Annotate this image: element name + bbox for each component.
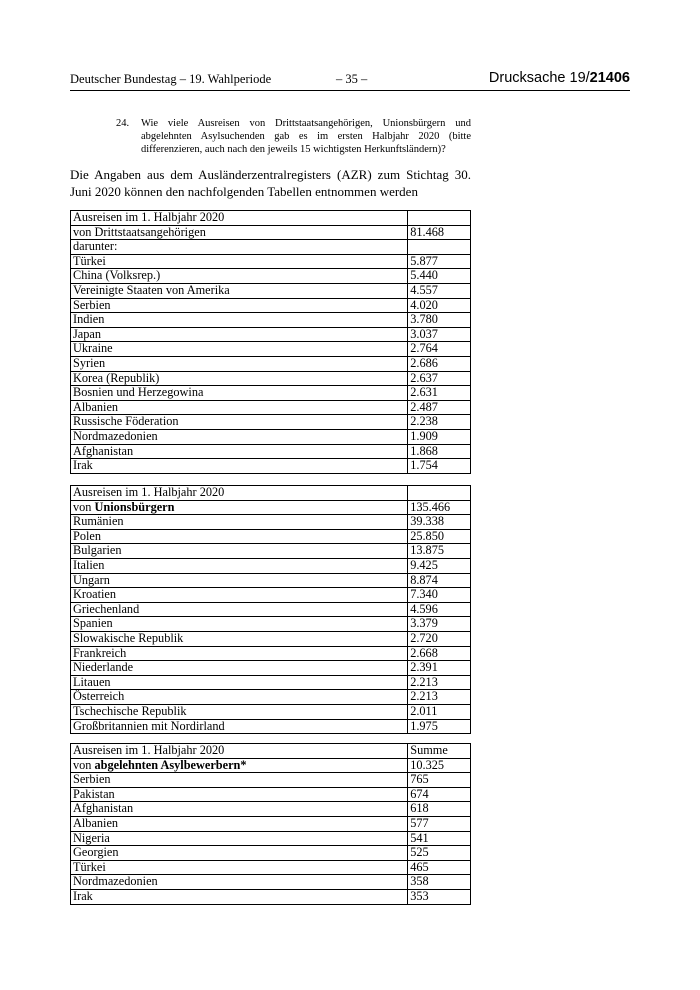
country-name: Italien <box>71 558 408 573</box>
departures-count: 577 <box>408 816 471 831</box>
departures-count: 25.850 <box>408 529 471 544</box>
table-row <box>71 356 471 371</box>
departures-count: 465 <box>408 860 471 875</box>
departures-count: 5.877 <box>408 254 471 269</box>
table-row <box>71 544 471 559</box>
page-number: – 35 – <box>336 72 368 86</box>
table-row <box>71 617 471 632</box>
total-label-emphasis: Unionsbürgern <box>94 499 175 514</box>
country-name: Österreich <box>71 690 408 705</box>
parliament-label: Deutscher Bundestag – 19. Wahlperiode <box>70 72 272 86</box>
country-name: Rumänien <box>71 515 408 530</box>
departures-count: 2.686 <box>408 356 471 371</box>
table-row <box>71 283 471 298</box>
country-name: Polen <box>71 529 408 544</box>
table-row <box>71 773 471 788</box>
header-value <box>408 211 471 226</box>
country-name: Albanien <box>71 816 408 831</box>
answer-intro: Die Angaben aus dem Ausländerzentralregisters (AZR) zum Stichtag 30. Juni 2020 können den nachfolgenden Tabellen entnommen werden <box>70 167 471 199</box>
departures-count: 7.340 <box>408 588 471 603</box>
country-name: Frankreich <box>71 646 408 661</box>
table-abgelehnte-asylbewerber <box>70 743 471 905</box>
country-name: Korea (Republik) <box>71 371 408 386</box>
total-prefix: von <box>73 757 95 772</box>
table-row <box>71 515 471 530</box>
departures-count: 13.875 <box>408 544 471 559</box>
country-name: Irak <box>71 459 408 474</box>
table-row <box>71 588 471 603</box>
country-name: Pakistan <box>71 787 408 802</box>
table-row <box>71 313 471 328</box>
table-row <box>71 298 471 313</box>
departures-count: 2.213 <box>408 690 471 705</box>
country-name: Indien <box>71 313 408 328</box>
country-name: Niederlande <box>71 661 408 676</box>
departures-count: 2.764 <box>408 342 471 357</box>
header-label: Ausreisen im 1. Halbjahr 2020 <box>71 744 408 759</box>
departures-count: 2.668 <box>408 646 471 661</box>
table-row <box>71 459 471 474</box>
country-name: China (Volksrep.) <box>71 269 408 284</box>
table-row <box>71 860 471 875</box>
departures-count: 4.596 <box>408 602 471 617</box>
country-name: Vereinigte Staaten von Amerika <box>71 283 408 298</box>
total-row <box>71 225 471 240</box>
country-name: Japan <box>71 327 408 342</box>
country-name: Spanien <box>71 617 408 632</box>
departures-count: 674 <box>408 787 471 802</box>
table-row <box>71 719 471 734</box>
country-name: Serbien <box>71 298 408 313</box>
document-number-prefix: Drucksache 19/ <box>488 70 590 86</box>
page-header <box>70 72 630 91</box>
country-name: Georgien <box>71 846 408 861</box>
departures-count: 2.011 <box>408 704 471 719</box>
country-name: Kroatien <box>71 588 408 603</box>
table-row <box>71 675 471 690</box>
country-name: Türkei <box>71 860 408 875</box>
document-number-value: 21406 <box>589 70 630 86</box>
subheading-value <box>408 240 471 255</box>
country-name: Türkei <box>71 254 408 269</box>
country-name: Ukraine <box>71 342 408 357</box>
departures-count: 2.631 <box>408 386 471 401</box>
table-row <box>71 646 471 661</box>
country-name: Afghanistan <box>71 444 408 459</box>
total-label <box>71 225 408 240</box>
header-value: Summe <box>408 744 471 759</box>
country-name: Großbritannien mit Nordirland <box>71 719 408 734</box>
total-value: 10.325 <box>408 758 471 773</box>
departures-count: 8.874 <box>408 573 471 588</box>
table-row <box>71 875 471 890</box>
table-row <box>71 690 471 705</box>
departures-count: 541 <box>408 831 471 846</box>
table-row <box>71 831 471 846</box>
table-header-row <box>71 486 471 501</box>
departures-count: 3.379 <box>408 617 471 632</box>
question-number: 24. <box>116 118 130 129</box>
table-row <box>71 415 471 430</box>
table-row <box>71 444 471 459</box>
table-row <box>71 327 471 342</box>
header-value <box>408 486 471 501</box>
country-name: Serbien <box>71 773 408 788</box>
country-name: Ungarn <box>71 573 408 588</box>
country-name: Irak <box>71 889 408 904</box>
header-label: Ausreisen im 1. Halbjahr 2020 <box>71 211 408 226</box>
total-value: 81.468 <box>408 225 471 240</box>
departures-count: 4.557 <box>408 283 471 298</box>
departures-count: 765 <box>408 773 471 788</box>
table-row <box>71 371 471 386</box>
total-label-emphasis: abgelehnten Asylbewerbern* <box>94 757 247 772</box>
departures-count: 4.020 <box>408 298 471 313</box>
departures-count: 1.975 <box>408 719 471 734</box>
total-prefix: von <box>73 224 95 239</box>
country-name: Slowakische Republik <box>71 631 408 646</box>
country-name: Litauen <box>71 675 408 690</box>
country-name: Nigeria <box>71 831 408 846</box>
table-row <box>71 254 471 269</box>
subheading-row <box>71 240 471 255</box>
country-name: Afghanistan <box>71 802 408 817</box>
document-number <box>489 70 630 86</box>
header-label: Ausreisen im 1. Halbjahr 2020 <box>71 486 408 501</box>
departures-count: 3.037 <box>408 327 471 342</box>
departures-count: 2.391 <box>408 661 471 676</box>
departures-count: 618 <box>408 802 471 817</box>
departures-count: 525 <box>408 846 471 861</box>
table-row <box>71 661 471 676</box>
country-name: Bosnien und Herzegowina <box>71 386 408 401</box>
country-name: Albanien <box>71 400 408 415</box>
country-name: Russische Föderation <box>71 415 408 430</box>
departures-count: 2.213 <box>408 675 471 690</box>
total-row <box>71 500 471 515</box>
total-label <box>71 758 408 773</box>
table-row <box>71 386 471 401</box>
table-header-row <box>71 744 471 759</box>
total-prefix: von <box>73 499 95 514</box>
table-row <box>71 802 471 817</box>
table-row <box>71 889 471 904</box>
total-row <box>71 758 471 773</box>
departures-count: 358 <box>408 875 471 890</box>
total-value: 135.466 <box>408 500 471 515</box>
question-text: Wie viele Ausreisen von Drittstaatsangehörigen, Unionsbürgern und abgelehnten Asylsuchenden gab es im ersten Halbjahr 2020 (bitte differenzieren, auch nach den jeweils 15 wichtigsten Herkunftsländern)? <box>141 118 471 155</box>
departures-count: 2.637 <box>408 371 471 386</box>
country-name: Nordmazedonien <box>71 429 408 444</box>
table-row <box>71 602 471 617</box>
table-row <box>71 529 471 544</box>
country-name: Bulgarien <box>71 544 408 559</box>
subheading-label: darunter: <box>71 240 408 255</box>
total-label <box>71 500 408 515</box>
table-unionsbuerger <box>70 485 471 734</box>
departures-count: 39.338 <box>408 515 471 530</box>
table-row <box>71 846 471 861</box>
departures-count: 9.425 <box>408 558 471 573</box>
departures-count: 5.440 <box>408 269 471 284</box>
table-row <box>71 558 471 573</box>
departures-count: 1.754 <box>408 459 471 474</box>
table-drittstaatsangehoerige <box>70 210 471 474</box>
departures-count: 1.868 <box>408 444 471 459</box>
table-row <box>71 573 471 588</box>
departures-count: 2.238 <box>408 415 471 430</box>
table-row <box>71 787 471 802</box>
table-row <box>71 400 471 415</box>
table-row <box>71 816 471 831</box>
departures-count: 2.487 <box>408 400 471 415</box>
table-row <box>71 631 471 646</box>
table-row <box>71 704 471 719</box>
country-name: Tschechische Republik <box>71 704 408 719</box>
departures-count: 3.780 <box>408 313 471 328</box>
table-row <box>71 429 471 444</box>
country-name: Nordmazedonien <box>71 875 408 890</box>
departures-count: 353 <box>408 889 471 904</box>
table-row <box>71 342 471 357</box>
departures-count: 2.720 <box>408 631 471 646</box>
country-name: Griechenland <box>71 602 408 617</box>
table-header-row <box>71 211 471 226</box>
table-row <box>71 269 471 284</box>
country-name: Syrien <box>71 356 408 371</box>
total-label-text: Drittstaatsangehörigen <box>94 224 206 239</box>
departures-count: 1.909 <box>408 429 471 444</box>
